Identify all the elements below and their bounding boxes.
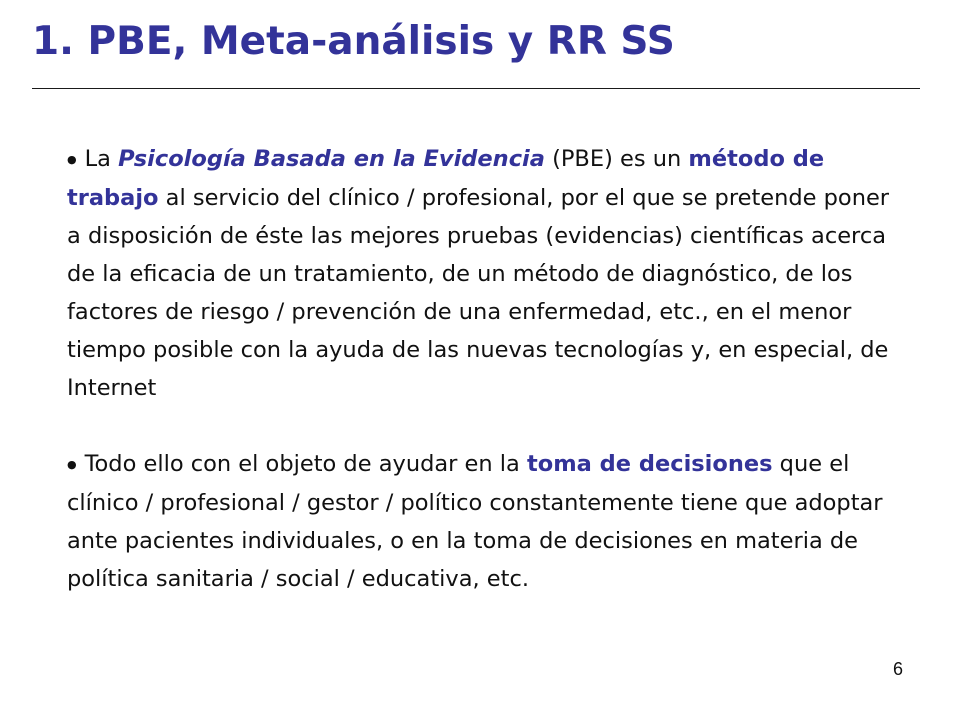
page-number: 6 xyxy=(892,659,903,679)
title-divider xyxy=(32,88,920,89)
highlight-decision-making: toma de decisiones xyxy=(527,451,773,477)
text-run: que el clínico / profesional / gestor / político constantemente tiene que adoptar ante pacientes individuales, o en la toma de decisiones en materia de política sanitaria / social / educativa, etc. xyxy=(67,451,883,592)
text-run: Todo ello con el objeto de ayudar en la xyxy=(84,451,527,477)
bullet-icon: ● xyxy=(67,458,77,471)
paragraph-decision-making xyxy=(67,445,897,598)
bullet-icon: ● xyxy=(67,153,77,166)
highlight-work-method: método de trabajo xyxy=(67,146,825,211)
paragraph-pbe-definition xyxy=(67,140,897,407)
text-run: al servicio del clínico / profesional, por el que se pretende poner a disposición de éste las mejores pruebas (evidencias) científicas acerca de la eficacia de un tratamiento, de un método de diagnóstico, de los factores de riesgo / prevención de una enfermedad, etc., en el menor tiempo posible con la ayuda de las nuevas tecnologías y, en especial, de Internet xyxy=(67,185,890,401)
slide-title: 1. PBE, Meta-análisis y RR SS xyxy=(32,19,675,64)
highlight-pbe-term: Psicología Basada en la Evidencia xyxy=(118,146,545,172)
text-run: La xyxy=(84,146,119,172)
text-run: (PBE) es un xyxy=(544,146,689,172)
slide-body xyxy=(67,140,897,598)
